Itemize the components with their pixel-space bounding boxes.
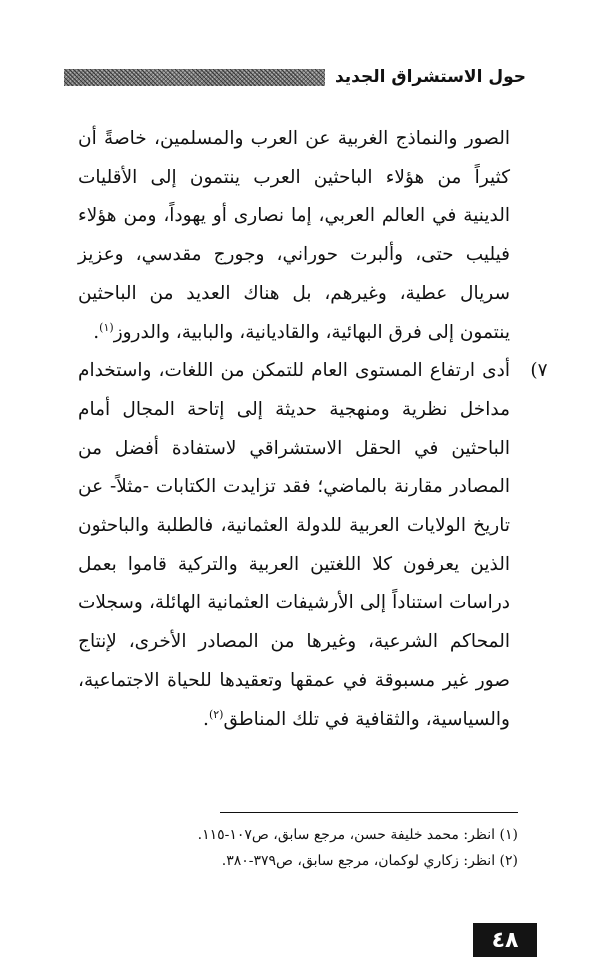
running-header: [64, 64, 526, 90]
paragraph-text: الصور والنماذج الغربية عن العرب والمسلمين، خاصةً أن كثيراً من هؤلاء الباحثين العرب ينتمون إلى الأقليات الدينية في العالم العربي، إما نصارى أو يهوداً، ومن هؤلاء فيليب حتى، وألبرت حوراني، وجورج مقدسي، وعزيز سريال عطية، وغيرهم، بل هناك العديد من الباحثين ينتمون إلى فرق البهائية، والقاديانية، والبابية، والدروز: [78, 128, 510, 343]
main-text: [78, 120, 548, 739]
footnotes: [100, 822, 518, 874]
numbered-item: ٧) أدى ارتفاع المستوى العام للتمكن من اللغات، واستخدام مداخل نظرية ومنهجية حديثة إلى إتاحة المجال أمام الباحثين في الحقل الاستشراقي لاستفادة أفضل من المصادر مقارنة بالماضي؛ فقد تزايدت الكتابات -مثلاً- عن تاريخ الولايات العربية للدولة العثمانية، فالطلبة والباحثون الذين يعرفون كلا اللغتين العربية والتركية قاموا بعمل دراسات استناداً إلى الأرشيفات العثمانية الهائلة، وسجلات المحاكم الشرعية، وغيرها من المصادر الأخرى، لإنتاج صور غير مسبوقة في عمقها وتعقيدها للحياة الاجتماعية، والسياسية، والثقافية في تلك المناطق$^{(٢)}$.: [78, 352, 510, 739]
header-decorative-bar: [64, 69, 325, 86]
item-number: ٧): [530, 360, 548, 382]
footnote-divider: [220, 812, 518, 813]
footnote: (١) انظر: محمد خليفة حسن، مرجع سابق، ص١٠٧-١١٥.: [197, 827, 518, 843]
item-text: أدى ارتفاع المستوى العام للتمكن من اللغات، واستخدام مداخل نظرية ومنهجية حديثة إلى إتاحة المجال أمام الباحثين في الحقل الاستشراقي لاستفادة أفضل من المصادر مقارنة بالماضي؛ فقد تزايدت الكتابات -مثلاً- عن تاريخ الولايات العربية للدولة العثمانية، فالطلبة والباحثون الذين يعرفون كلا اللغتين العربية والتركية قاموا بعمل دراسات استناداً إلى الأرشيفات العثمانية الهائلة، وسجلات المحاكم الشرعية، وغيرها من المصادر الأخرى، لإنتاج صور غير مسبوقة في عمقها وتعقيدها للحياة الاجتماعية، والسياسية، والثقافية في تلك المناطق: [78, 360, 510, 730]
footnote: (٢) انظر: زكاري لوكمان، مرجع سابق، ص٣٧٩-٣٨٠.: [221, 853, 518, 869]
paragraph: الصور والنماذج الغربية عن العرب والمسلمين، خاصةً أن كثيراً من هؤلاء الباحثين العرب ينتمون إلى الأقليات الدينية في العالم العربي، إما نصارى أو يهوداً، ومن هؤلاء فيليب حتى، وألبرت حوراني، وجورج مقدسي، وعزيز سريال عطية، وغيرهم، بل هناك العديد من الباحثين ينتمون إلى فرق البهائية، والقاديانية، والبابية، والدروز$^{(١)}$.: [78, 128, 510, 343]
footnote-ref: (٢): [208, 707, 224, 721]
footnote-ref: (١): [99, 320, 114, 334]
page-number: ٤٨: [473, 923, 537, 957]
header-title: حول الاستشراق الجديد: [334, 67, 526, 87]
